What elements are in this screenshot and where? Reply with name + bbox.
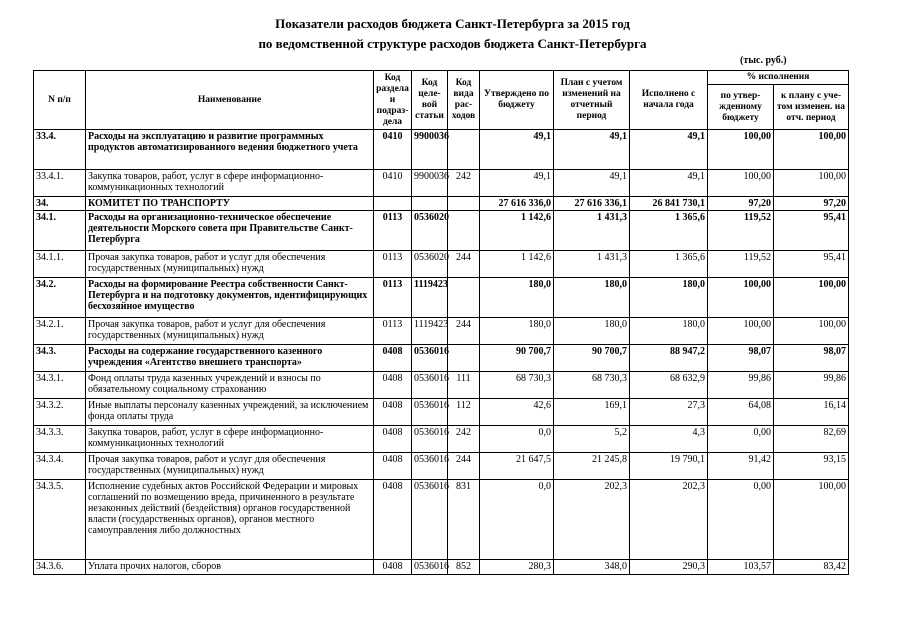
row-number: 34.3.4. (34, 453, 86, 480)
row-number: 33.4. (34, 130, 86, 170)
row-pct-plan: 97,20 (774, 197, 849, 211)
row-target-code: 0536016 (412, 399, 448, 426)
row-target-code: 0536016 (412, 560, 448, 575)
table-row (34, 426, 849, 453)
row-number: 34. (34, 197, 86, 211)
row-pct-plan: 83,42 (774, 560, 849, 575)
row-executed: 68 632,9 (630, 372, 708, 399)
row-approved: 0,0 (480, 480, 554, 560)
row-pct-plan: 16,14 (774, 399, 849, 426)
row-plan: 68 730,3 (554, 372, 630, 399)
units-label: (тыс. руб.) (740, 55, 787, 66)
row-section-code: 0408 (374, 426, 412, 453)
row-name: Исполнение судебных актов Российской Федерации и мировых соглашений по возмещению вреда, причиненного в результате незаконных действий (бездействия) органов государственной власти (государственных органов), органов местного самоуправления либо должностных (86, 480, 374, 560)
row-target-code: 9900036 (412, 130, 448, 170)
row-type-code (448, 197, 480, 211)
row-section-code: 0408 (374, 453, 412, 480)
row-approved: 49,1 (480, 130, 554, 170)
row-type-code: 242 (448, 170, 480, 197)
title-line-1: Показатели расходов бюджета Санкт-Петербурга за 2015 год (275, 16, 630, 31)
row-approved: 42,6 (480, 399, 554, 426)
row-approved: 90 700,7 (480, 345, 554, 372)
table-row (34, 251, 849, 278)
row-target-code: 0536016 (412, 480, 448, 560)
row-plan: 348,0 (554, 560, 630, 575)
table-row (34, 345, 849, 372)
row-number: 34.2. (34, 278, 86, 318)
row-pct-plan: 99,86 (774, 372, 849, 399)
row-type-code: 112 (448, 399, 480, 426)
row-pct-approved: 119,52 (708, 211, 774, 251)
row-section-code: 0408 (374, 480, 412, 560)
row-approved: 1 142,6 (480, 251, 554, 278)
row-pct-approved: 103,57 (708, 560, 774, 575)
row-name: Расходы на эксплуатацию и развитие программных продуктов автоматизированного ведения бюджетного учета (86, 130, 374, 170)
row-name: Закупка товаров, работ, услуг в сфере информационно-коммуникационных технологий (86, 426, 374, 453)
row-type-code: 244 (448, 251, 480, 278)
row-target-code: 0536016 (412, 453, 448, 480)
row-name: Фонд оплаты труда казенных учреждений и взносы по обязательному социальному страхованию (86, 372, 374, 399)
row-name: Закупка товаров, работ, услуг в сфере информационно-коммуникационных технологий (86, 170, 374, 197)
row-pct-approved: 98,07 (708, 345, 774, 372)
row-section-code: 0408 (374, 372, 412, 399)
row-number: 34.2.1. (34, 318, 86, 345)
col-pct-group-header: % исполнения (708, 71, 849, 85)
row-section-code: 0113 (374, 278, 412, 318)
row-name: Расходы на содержание государственного казенного учреждения «Агентство внешнего транспорта» (86, 345, 374, 372)
row-approved: 1 142,6 (480, 211, 554, 251)
title-line-2: по ведомственной структуре расходов бюджета Санкт-Петербурга (258, 36, 647, 51)
table-row (34, 453, 849, 480)
row-type-code (448, 278, 480, 318)
row-section-code (374, 197, 412, 211)
row-plan: 49,1 (554, 170, 630, 197)
row-plan: 180,0 (554, 318, 630, 345)
row-plan: 1 431,3 (554, 251, 630, 278)
col-type-header: Код вида рас-ходов (448, 71, 480, 130)
row-target-code: 0536016 (412, 372, 448, 399)
row-section-code: 0410 (374, 130, 412, 170)
row-name: Прочая закупка товаров, работ и услуг для обеспечения государственных (муниципальных) нужд (86, 251, 374, 278)
row-name: Расходы на организационно-техническое обеспечение деятельности Морского совета при Правительстве Санкт-Петербурга (86, 211, 374, 251)
row-name: Уплата прочих налогов, сборов (86, 560, 374, 575)
col-name-header: Наименование (86, 71, 374, 130)
row-pct-approved: 64,08 (708, 399, 774, 426)
row-pct-approved: 100,00 (708, 130, 774, 170)
row-type-code: 111 (448, 372, 480, 399)
table-row (34, 399, 849, 426)
row-type-code: 244 (448, 318, 480, 345)
row-number: 34.3.2. (34, 399, 86, 426)
row-section-code: 0113 (374, 211, 412, 251)
col-approved-header: Утверждено по бюджету (480, 71, 554, 130)
row-pct-plan: 100,00 (774, 130, 849, 170)
row-pct-plan: 100,00 (774, 170, 849, 197)
row-type-code: 831 (448, 480, 480, 560)
row-target-code: 1119423 (412, 278, 448, 318)
row-approved: 27 616 336,0 (480, 197, 554, 211)
row-type-code (448, 130, 480, 170)
row-number: 34.1. (34, 211, 86, 251)
row-executed: 180,0 (630, 278, 708, 318)
row-target-code: 0536020 (412, 211, 448, 251)
row-plan: 202,3 (554, 480, 630, 560)
row-executed: 202,3 (630, 480, 708, 560)
row-pct-approved: 0,00 (708, 480, 774, 560)
row-executed: 180,0 (630, 318, 708, 345)
row-pct-approved: 0,00 (708, 426, 774, 453)
table-row (34, 278, 849, 318)
row-approved: 280,3 (480, 560, 554, 575)
row-executed: 49,1 (630, 130, 708, 170)
row-pct-approved: 91,42 (708, 453, 774, 480)
row-pct-plan: 95,41 (774, 251, 849, 278)
row-pct-plan: 95,41 (774, 211, 849, 251)
row-plan: 5,2 (554, 426, 630, 453)
row-pct-approved: 99,86 (708, 372, 774, 399)
col-section-header: Код раздела и подраз-дела (374, 71, 412, 130)
row-number: 34.3. (34, 345, 86, 372)
row-type-code (448, 345, 480, 372)
row-number: 34.3.1. (34, 372, 86, 399)
row-approved: 68 730,3 (480, 372, 554, 399)
row-section-code: 0408 (374, 399, 412, 426)
row-target-code: 0536020 (412, 251, 448, 278)
row-plan: 180,0 (554, 278, 630, 318)
col-pct-plan-header: к плану с уче-том изменен. на отч. период (774, 85, 849, 130)
table-row (34, 318, 849, 345)
row-pct-approved: 100,00 (708, 318, 774, 345)
row-approved: 0,0 (480, 426, 554, 453)
row-target-code: 9900036 (412, 170, 448, 197)
row-pct-plan: 82,69 (774, 426, 849, 453)
row-number: 33.4.1. (34, 170, 86, 197)
row-executed: 27,3 (630, 399, 708, 426)
row-plan: 49,1 (554, 130, 630, 170)
row-pct-approved: 100,00 (708, 278, 774, 318)
row-pct-plan: 100,00 (774, 318, 849, 345)
row-executed: 1 365,6 (630, 251, 708, 278)
row-plan: 1 431,3 (554, 211, 630, 251)
row-target-code: 1119423 (412, 318, 448, 345)
table-row (34, 130, 849, 170)
col-target-header: Код целе-вой статьи (412, 71, 448, 130)
row-pct-approved: 119,52 (708, 251, 774, 278)
row-pct-plan: 100,00 (774, 278, 849, 318)
row-approved: 21 647,5 (480, 453, 554, 480)
row-section-code: 0410 (374, 170, 412, 197)
row-pct-plan: 100,00 (774, 480, 849, 560)
row-pct-approved: 100,00 (708, 170, 774, 197)
row-plan: 21 245,8 (554, 453, 630, 480)
row-number: 34.3.3. (34, 426, 86, 453)
table-row (34, 372, 849, 399)
row-type-code (448, 211, 480, 251)
table-row (34, 211, 849, 251)
table-row (34, 560, 849, 575)
row-number: 34.1.1. (34, 251, 86, 278)
row-executed: 4,3 (630, 426, 708, 453)
row-section-code: 0113 (374, 251, 412, 278)
report-title (0, 14, 905, 54)
table-body (34, 130, 849, 575)
row-name: Иные выплаты персоналу казенных учреждений, за исключением фонда оплаты труда (86, 399, 374, 426)
row-type-code: 242 (448, 426, 480, 453)
col-plan-header: План с учетом изменений на отчетный период (554, 71, 630, 130)
table-row (34, 197, 849, 211)
budget-table (33, 70, 849, 575)
row-plan: 90 700,7 (554, 345, 630, 372)
row-type-code: 852 (448, 560, 480, 575)
row-executed: 19 790,1 (630, 453, 708, 480)
row-executed: 290,3 (630, 560, 708, 575)
row-name: Расходы на формирование Реестра собственности Санкт-Петербурга и на подготовку документов, идентифицирующих бесхозяйное имущество (86, 278, 374, 318)
row-section-code: 0408 (374, 560, 412, 575)
row-name: КОМИТЕТ ПО ТРАНСПОРТУ (86, 197, 374, 211)
row-pct-approved: 97,20 (708, 197, 774, 211)
row-name: Прочая закупка товаров, работ и услуг для обеспечения государственных (муниципальных) нужд (86, 453, 374, 480)
row-approved: 180,0 (480, 278, 554, 318)
row-pct-plan: 98,07 (774, 345, 849, 372)
row-pct-plan: 93,15 (774, 453, 849, 480)
row-executed: 1 365,6 (630, 211, 708, 251)
row-approved: 49,1 (480, 170, 554, 197)
row-section-code: 0408 (374, 345, 412, 372)
col-num-header: N п/п (34, 71, 86, 130)
row-executed: 26 841 730,1 (630, 197, 708, 211)
row-executed: 49,1 (630, 170, 708, 197)
row-number: 34.3.6. (34, 560, 86, 575)
row-section-code: 0113 (374, 318, 412, 345)
row-target-code: 0536016 (412, 426, 448, 453)
table-row (34, 480, 849, 560)
row-target-code (412, 197, 448, 211)
row-type-code: 244 (448, 453, 480, 480)
row-executed: 88 947,2 (630, 345, 708, 372)
row-target-code: 0536016 (412, 345, 448, 372)
row-plan: 27 616 336,1 (554, 197, 630, 211)
row-plan: 169,1 (554, 399, 630, 426)
table-row (34, 170, 849, 197)
row-name: Прочая закупка товаров, работ и услуг для обеспечения государственных (муниципальных) нужд (86, 318, 374, 345)
col-executed-header: Исполнено с начала года (630, 71, 708, 130)
col-pct-approved-header: по утвер-жденному бюджету (708, 85, 774, 130)
row-number: 34.3.5. (34, 480, 86, 560)
row-approved: 180,0 (480, 318, 554, 345)
